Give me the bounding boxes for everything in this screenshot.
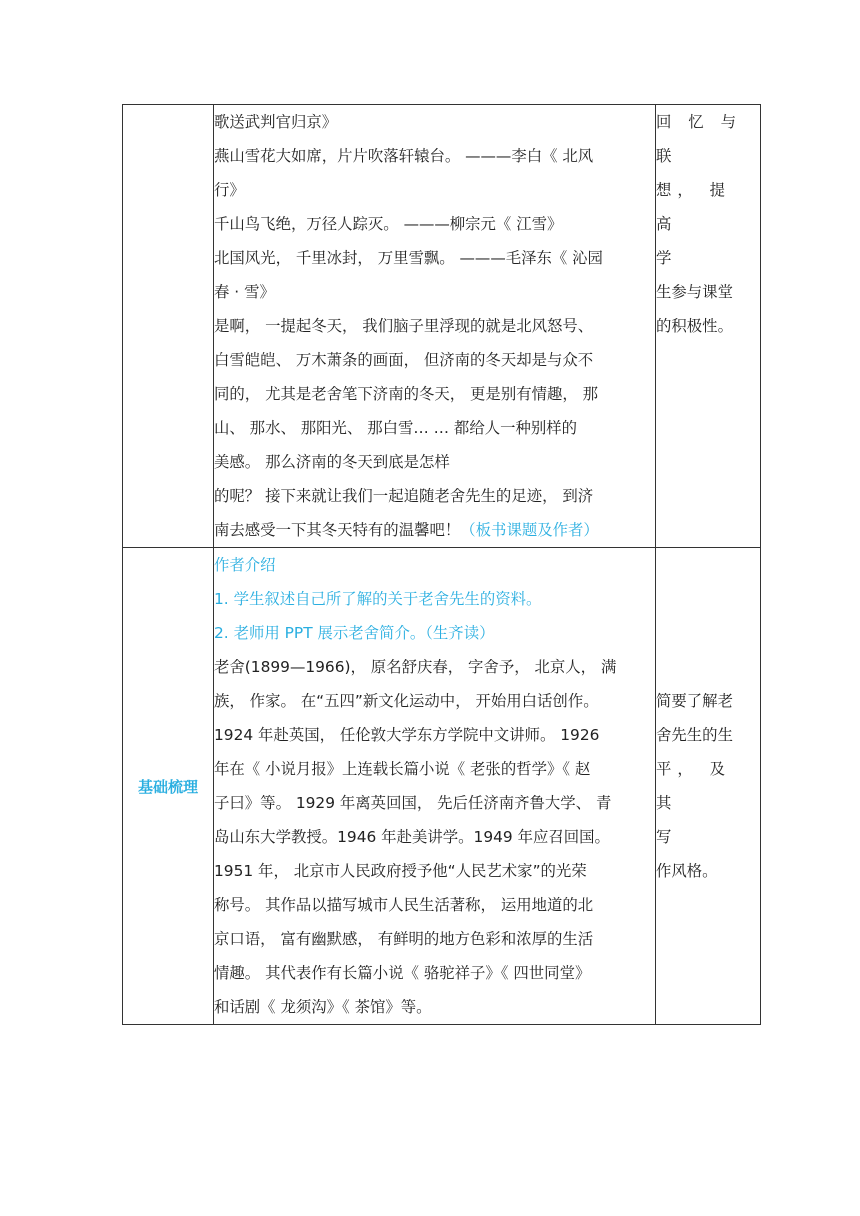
content-cell-intro	[214, 105, 656, 548]
text-line: 的呢？ 接下来就让我们一起追随老舍先生的足迹， 到济	[214, 487, 594, 505]
purpose-line: 学	[656, 249, 672, 267]
text-line: 白雪皑皑、 万木萧条的画面， 但济南的冬天却是与众不	[214, 351, 594, 369]
bio-line: 京口语， 富有幽默感， 有鲜明的地方色彩和浓厚的生活	[214, 930, 594, 948]
purpose-line: 作风格。	[656, 862, 718, 880]
step-item: 1. 学生叙述自己所了解的关于老舍先生的资料。	[214, 590, 542, 608]
text-line: 同的， 尤其是老舍笔下济南的冬天， 更是别有情趣， 那	[214, 385, 599, 403]
text-line: 北国风光， 千里冰封， 万里雪飘。 ———毛泽东《 沁园	[214, 249, 603, 267]
table-row	[123, 105, 761, 548]
purpose-line: 写	[656, 828, 672, 846]
text-line: 是啊， 一提起冬天， 我们脑子里浮现的就是北风怒号、	[214, 317, 594, 335]
section-heading: 作者介绍	[214, 556, 276, 574]
purpose-cell-intro	[656, 105, 761, 548]
bio-line: 和话剧《 龙须沟》《 茶馆》等。	[214, 998, 432, 1016]
purpose-line: 的积极性。	[656, 317, 733, 335]
bio-line: 岛山东大学教授。1946 年赴美讲学。1949 年应召回国。	[214, 828, 610, 846]
purpose-line: 回 忆 与	[656, 113, 742, 131]
purpose-line: 舍先生的生	[656, 726, 733, 744]
bio-line: 子曰》等。 1929 年离英回国， 先后任济南齐鲁大学、 青	[214, 794, 612, 812]
bio-line: 1924 年赴英国， 任伦敦大学东方学院中文讲师。 1926	[214, 726, 600, 744]
text-plain: 南去感受一下其冬天特有的温馨吧！	[214, 521, 461, 539]
bio-line: 老舍(1899—1966)， 原名舒庆春， 字舍予， 北京人， 满	[214, 658, 617, 676]
text-line: 美感。 那么济南的冬天到底是怎样	[214, 453, 450, 471]
lesson-plan-table	[122, 104, 761, 1025]
text-line: 山、 那水、 那阳光、 那白雪… … 都给人一种别样的	[214, 419, 578, 437]
text-line: 燕山雪花大如席，片片吹落轩辕台。 ———李白《 北风	[214, 147, 594, 165]
text-line: 春 · 雪》	[214, 283, 275, 301]
bio-line: 称号。 其作品以描写城市人民生活著称， 运用地道的北	[214, 896, 594, 914]
blackboard-note: （板书课题及作者）	[460, 521, 599, 539]
purpose-line: 简要了解老	[656, 692, 733, 710]
purpose-line: 生参与课堂	[656, 283, 733, 301]
bio-line: 情趣。 其代表作有长篇小说《 骆驼祥子》《 四世同堂》	[214, 964, 591, 982]
bio-line: 1951 年， 北京市人民政府授予他“人民艺术家”的光荣	[214, 862, 587, 880]
content-cell-author	[214, 548, 656, 1025]
category-label: 基础梳理	[123, 548, 214, 1025]
purpose-line: 想， 提 高	[656, 181, 732, 233]
bio-line: 族， 作家。 在“五四”新文化运动中， 开始用白话创作。	[214, 692, 599, 710]
bio-line: 年在《 小说月报》上连载长篇小说《 老张的哲学》《 赵	[214, 760, 591, 778]
text-line: 行》	[214, 181, 245, 199]
category-cell-empty	[123, 105, 214, 548]
purpose-line: 联	[656, 147, 672, 165]
purpose-cell-author	[656, 548, 761, 1025]
text-line-last	[214, 513, 655, 547]
text-line: 歌送武判官归京》	[214, 113, 338, 131]
step-item: 2. 老师用 PPT 展示老舍简介。（生齐读）	[214, 624, 495, 642]
purpose-line: 平， 及 其	[656, 760, 732, 812]
table-row	[123, 548, 761, 1025]
text-line: 千山鸟飞绝，万径人踪灭。 ———柳宗元《 江雪》	[214, 215, 563, 233]
